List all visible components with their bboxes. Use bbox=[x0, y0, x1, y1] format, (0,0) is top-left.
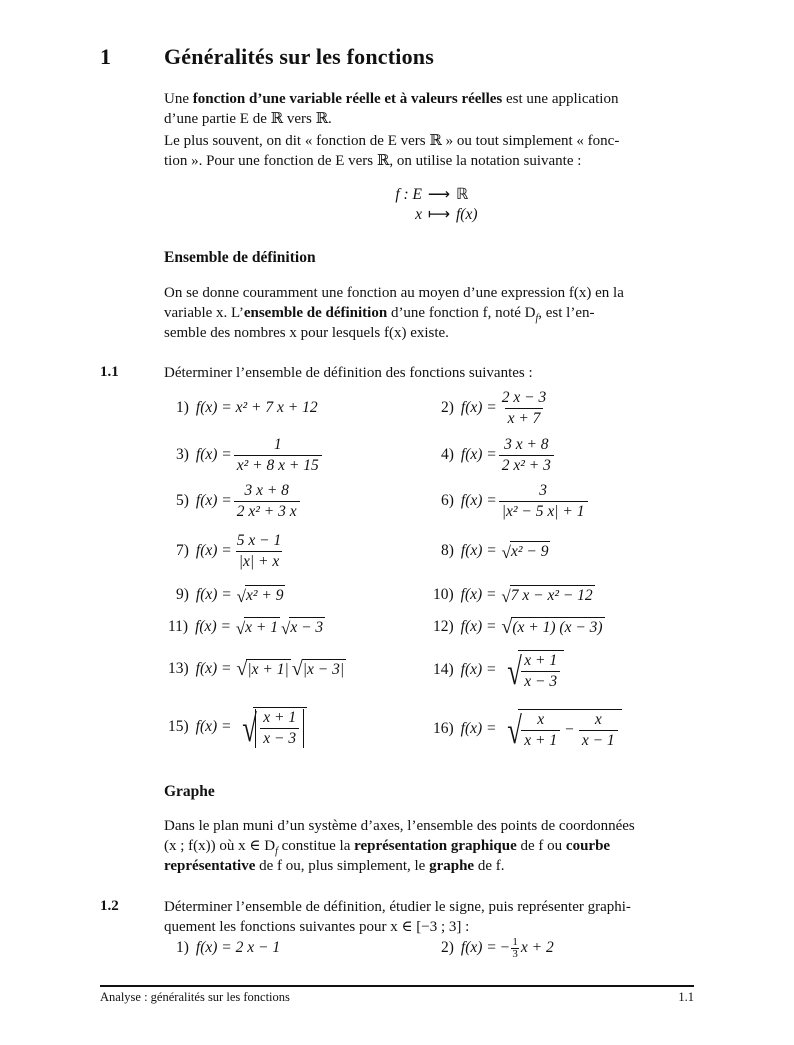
fraction bbox=[521, 652, 560, 691]
numerator: x + 1 bbox=[263, 708, 297, 726]
radicand: 7 x − x² − 12 bbox=[510, 587, 593, 604]
fraction bbox=[234, 532, 284, 571]
exercise-item-7 bbox=[176, 531, 286, 571]
item-lhs: f(x) = bbox=[195, 399, 232, 416]
fraction bbox=[511, 937, 519, 960]
item-label: 8) bbox=[441, 542, 454, 559]
denominator: x² + 8 x + 15 bbox=[234, 455, 322, 475]
exercise-item-13 bbox=[168, 658, 346, 680]
text: de f ou bbox=[516, 838, 566, 854]
item-lhs: f(x) = bbox=[195, 492, 232, 509]
radical-sign-icon: √ bbox=[507, 709, 523, 752]
maps-to-icon: ⟼ bbox=[427, 206, 451, 223]
radical-sign-icon: √ bbox=[236, 587, 246, 606]
intro-paragraph-2 bbox=[164, 131, 694, 171]
exercise-number-1-2: 1.2 bbox=[100, 898, 119, 914]
text: , est l’en- bbox=[538, 305, 595, 321]
item-lhs: f(x) = bbox=[460, 492, 497, 509]
item-label: 15) bbox=[168, 718, 189, 735]
denominator: x + 7 bbox=[505, 408, 544, 428]
bold-term-fonction: fonction d’une variable réelle et à valeurs réelles bbox=[192, 91, 503, 107]
radical-sign-icon: √ bbox=[501, 543, 511, 562]
item-label: 14) bbox=[433, 661, 454, 678]
radicand: x² − 9 bbox=[510, 543, 549, 560]
fraction bbox=[499, 436, 554, 475]
exercise-item-3 bbox=[176, 435, 324, 475]
text: variable x. L’ bbox=[164, 305, 244, 321]
item-label: 2) bbox=[441, 939, 454, 956]
radical-sign-icon: √ bbox=[507, 650, 523, 693]
text: (x ; f(x)) où x ∈ D bbox=[164, 838, 276, 854]
text: On se donne couramment une fonction au moyen d’une expression f(x) en la bbox=[164, 285, 624, 301]
item-lhs: f(x) = bbox=[460, 720, 497, 737]
item-expression: 2 x − 1 bbox=[235, 939, 281, 956]
item-lhs: f(x) = bbox=[460, 586, 497, 603]
intro-paragraph-1 bbox=[164, 89, 694, 129]
numerator: 1 bbox=[512, 935, 518, 948]
square-root bbox=[237, 585, 286, 605]
square-root bbox=[501, 709, 621, 750]
function-notation bbox=[376, 185, 478, 225]
radicand: x − 3 bbox=[290, 619, 324, 636]
item-lhs: f(x) = bbox=[460, 542, 497, 559]
text: Déterminer l’ensemble de définition, étudier le signe, puis représenter graphi- bbox=[164, 899, 631, 915]
subscript: f bbox=[275, 846, 278, 857]
text: d’une partie E de ℝ vers ℝ. bbox=[164, 111, 332, 127]
fraction bbox=[521, 711, 560, 750]
text: Le plus souvent, on dit « fonction de E vers ℝ » ou tout simplement « fonc- bbox=[164, 133, 620, 149]
section-number: 1 bbox=[100, 44, 111, 69]
numerator: 5 x − 1 bbox=[236, 531, 282, 549]
exercise-item-11 bbox=[168, 616, 325, 638]
text: constitue la bbox=[277, 838, 355, 854]
item-lhs: f(x) = bbox=[195, 542, 232, 559]
footer-title: Analyse : généralités sur les fonctions bbox=[100, 990, 290, 1004]
text: de f. bbox=[474, 858, 505, 874]
exercise-item-6 bbox=[441, 481, 590, 521]
text: Dans le plan muni d’un système d’axes, l’ensemble des points de coordonnées bbox=[164, 818, 635, 834]
numerator: 3 bbox=[539, 481, 547, 499]
radical-sign-icon: √ bbox=[501, 587, 511, 606]
item-expression: x² + 7 x + 12 bbox=[235, 399, 318, 416]
minus-sign: − bbox=[500, 939, 510, 956]
item-lhs: f(x) = bbox=[460, 618, 497, 635]
square-root bbox=[501, 585, 594, 605]
exercise-item-2 bbox=[441, 388, 551, 428]
item-label: 10) bbox=[433, 586, 454, 603]
fraction bbox=[579, 711, 618, 750]
numerator: x bbox=[537, 710, 545, 728]
bold-term-representation: représentation graphique bbox=[354, 838, 517, 854]
exercise-1-1-prompt: Déterminer l’ensemble de définition des fonctions suivantes : bbox=[164, 365, 533, 381]
bold-term-graphe: graphe bbox=[429, 858, 475, 874]
numerator: x bbox=[594, 710, 602, 728]
square-root bbox=[236, 617, 280, 637]
item-lhs: f(x) = bbox=[460, 399, 497, 416]
radicand: x² + 9 bbox=[245, 587, 284, 604]
fraction bbox=[499, 482, 588, 521]
square-root bbox=[236, 707, 307, 748]
fraction bbox=[234, 482, 300, 521]
text: d’une fonction f, noté D bbox=[387, 305, 536, 321]
mapping-codomain: ℝ bbox=[456, 186, 469, 203]
item-lhs: f(x) = bbox=[195, 586, 232, 603]
denominator: 3 bbox=[512, 947, 518, 960]
item-label: 9) bbox=[176, 586, 189, 603]
radicand bbox=[518, 650, 564, 691]
denominator: x + 1 bbox=[521, 730, 560, 750]
fraction bbox=[234, 436, 322, 475]
item-label: 1) bbox=[176, 399, 189, 416]
radical-sign-icon: √ bbox=[236, 658, 248, 680]
item-label: 4) bbox=[441, 446, 454, 463]
numerator: 3 x + 8 bbox=[244, 481, 289, 499]
item-label: 7) bbox=[176, 542, 189, 559]
section-title: Généralités sur les fonctions bbox=[164, 44, 434, 69]
numerator: x + 1 bbox=[524, 651, 558, 669]
denominator: 2 x² + 3 bbox=[499, 455, 554, 475]
subscript: f bbox=[535, 313, 539, 324]
heading-ensemble-definition: Ensemble de définition bbox=[164, 249, 316, 266]
minus-operator: − bbox=[565, 721, 574, 738]
square-root bbox=[236, 659, 290, 679]
long-arrow-icon: ⟶ bbox=[427, 186, 451, 203]
radicand: x + 1 bbox=[245, 619, 278, 636]
definition-paragraph bbox=[164, 283, 694, 343]
item-lhs: f(x) = bbox=[460, 939, 497, 956]
graph-paragraph bbox=[164, 816, 694, 876]
item-label: 1) bbox=[176, 939, 189, 956]
item-lhs: f(x) = bbox=[195, 618, 231, 635]
exercise-item-15 bbox=[168, 704, 307, 750]
exercise-item-4 bbox=[441, 435, 556, 475]
item-lhs: f(x) = bbox=[195, 939, 232, 956]
radicand bbox=[518, 709, 621, 750]
square-root bbox=[502, 541, 551, 561]
denominator: x − 1 bbox=[579, 730, 618, 750]
radical-sign-icon: √ bbox=[235, 619, 246, 638]
radicand bbox=[253, 707, 307, 748]
radicand: |x + 1| bbox=[247, 661, 289, 678]
item-lhs: f(x) = bbox=[195, 446, 232, 463]
exercise-item-8 bbox=[441, 540, 550, 562]
numerator: 3 x + 8 bbox=[504, 435, 549, 453]
text: semble des nombres x pour lesquels f(x) existe. bbox=[164, 325, 449, 341]
denominator: x − 3 bbox=[260, 728, 299, 748]
text: quement les fonctions suivantes pour x ∈ [−3 ; 3] : bbox=[164, 919, 470, 935]
mapping-image: f(x) bbox=[456, 206, 478, 223]
item-lhs: f(x) = bbox=[460, 446, 497, 463]
item-label: 5) bbox=[176, 492, 189, 509]
footer-rule bbox=[100, 985, 694, 987]
exercise-item-12 bbox=[433, 616, 605, 638]
item-lhs: f(x) = bbox=[460, 661, 497, 678]
text: Une bbox=[164, 91, 193, 107]
exercise-1-2-item-1 bbox=[176, 937, 280, 959]
denominator: x − 3 bbox=[521, 671, 560, 691]
square-root bbox=[281, 617, 325, 637]
exercise-number-1-1: 1.1 bbox=[100, 364, 119, 380]
text: de f ou, plus simplement, le bbox=[255, 858, 430, 874]
item-label: 2) bbox=[441, 399, 454, 416]
mapping-variable: x bbox=[415, 206, 422, 223]
absolute-value bbox=[255, 709, 304, 748]
item-label: 12) bbox=[433, 618, 454, 635]
radical-sign-icon: √ bbox=[501, 616, 513, 638]
bold-term-courbe: courbe bbox=[565, 838, 611, 854]
exercise-item-1 bbox=[176, 397, 318, 419]
radicand: (x + 1) (x − 3) bbox=[512, 619, 603, 636]
item-expression: x + 2 bbox=[520, 939, 554, 956]
text: tion ». Pour une fonction de E vers ℝ, on utilise la notation suivante : bbox=[164, 153, 582, 169]
exercise-item-5 bbox=[176, 481, 302, 521]
footer-page-number: 1.1 bbox=[678, 990, 694, 1004]
denominator: 2 x² + 3 x bbox=[234, 501, 300, 521]
item-label: 11) bbox=[168, 618, 189, 635]
exercise-item-14 bbox=[433, 649, 564, 691]
item-label: 3) bbox=[176, 446, 189, 463]
radical-sign-icon: √ bbox=[242, 707, 258, 750]
mapping-domain: f : E bbox=[395, 186, 422, 203]
exercise-item-9 bbox=[176, 584, 285, 606]
fraction bbox=[260, 709, 299, 748]
radical-sign-icon: √ bbox=[291, 658, 303, 680]
square-root bbox=[292, 659, 346, 679]
radical-sign-icon: √ bbox=[281, 619, 291, 638]
bold-term-ensemble: ensemble de définition bbox=[243, 305, 388, 321]
text: est une application bbox=[502, 91, 619, 107]
bold-term-representative: représentative bbox=[164, 858, 256, 874]
item-lhs: f(x) = bbox=[195, 660, 232, 677]
numerator: 2 x − 3 bbox=[501, 388, 547, 406]
exercise-1-2-prompt bbox=[164, 897, 694, 937]
square-root bbox=[501, 617, 604, 637]
item-lhs: f(x) = bbox=[195, 718, 232, 735]
item-label: 6) bbox=[441, 492, 454, 509]
numerator: 1 bbox=[273, 435, 282, 453]
square-root bbox=[501, 650, 564, 691]
item-label: 13) bbox=[168, 660, 189, 677]
denominator: |x² − 5 x| + 1 bbox=[499, 501, 588, 521]
radicand: |x − 3| bbox=[302, 661, 345, 678]
heading-graphe: Graphe bbox=[164, 783, 215, 800]
exercise-item-16 bbox=[433, 706, 622, 752]
fraction bbox=[499, 389, 549, 428]
exercise-1-2-item-2 bbox=[441, 937, 554, 959]
denominator: |x| + x bbox=[236, 551, 283, 571]
exercise-item-10 bbox=[433, 584, 595, 606]
item-label: 16) bbox=[433, 720, 454, 737]
